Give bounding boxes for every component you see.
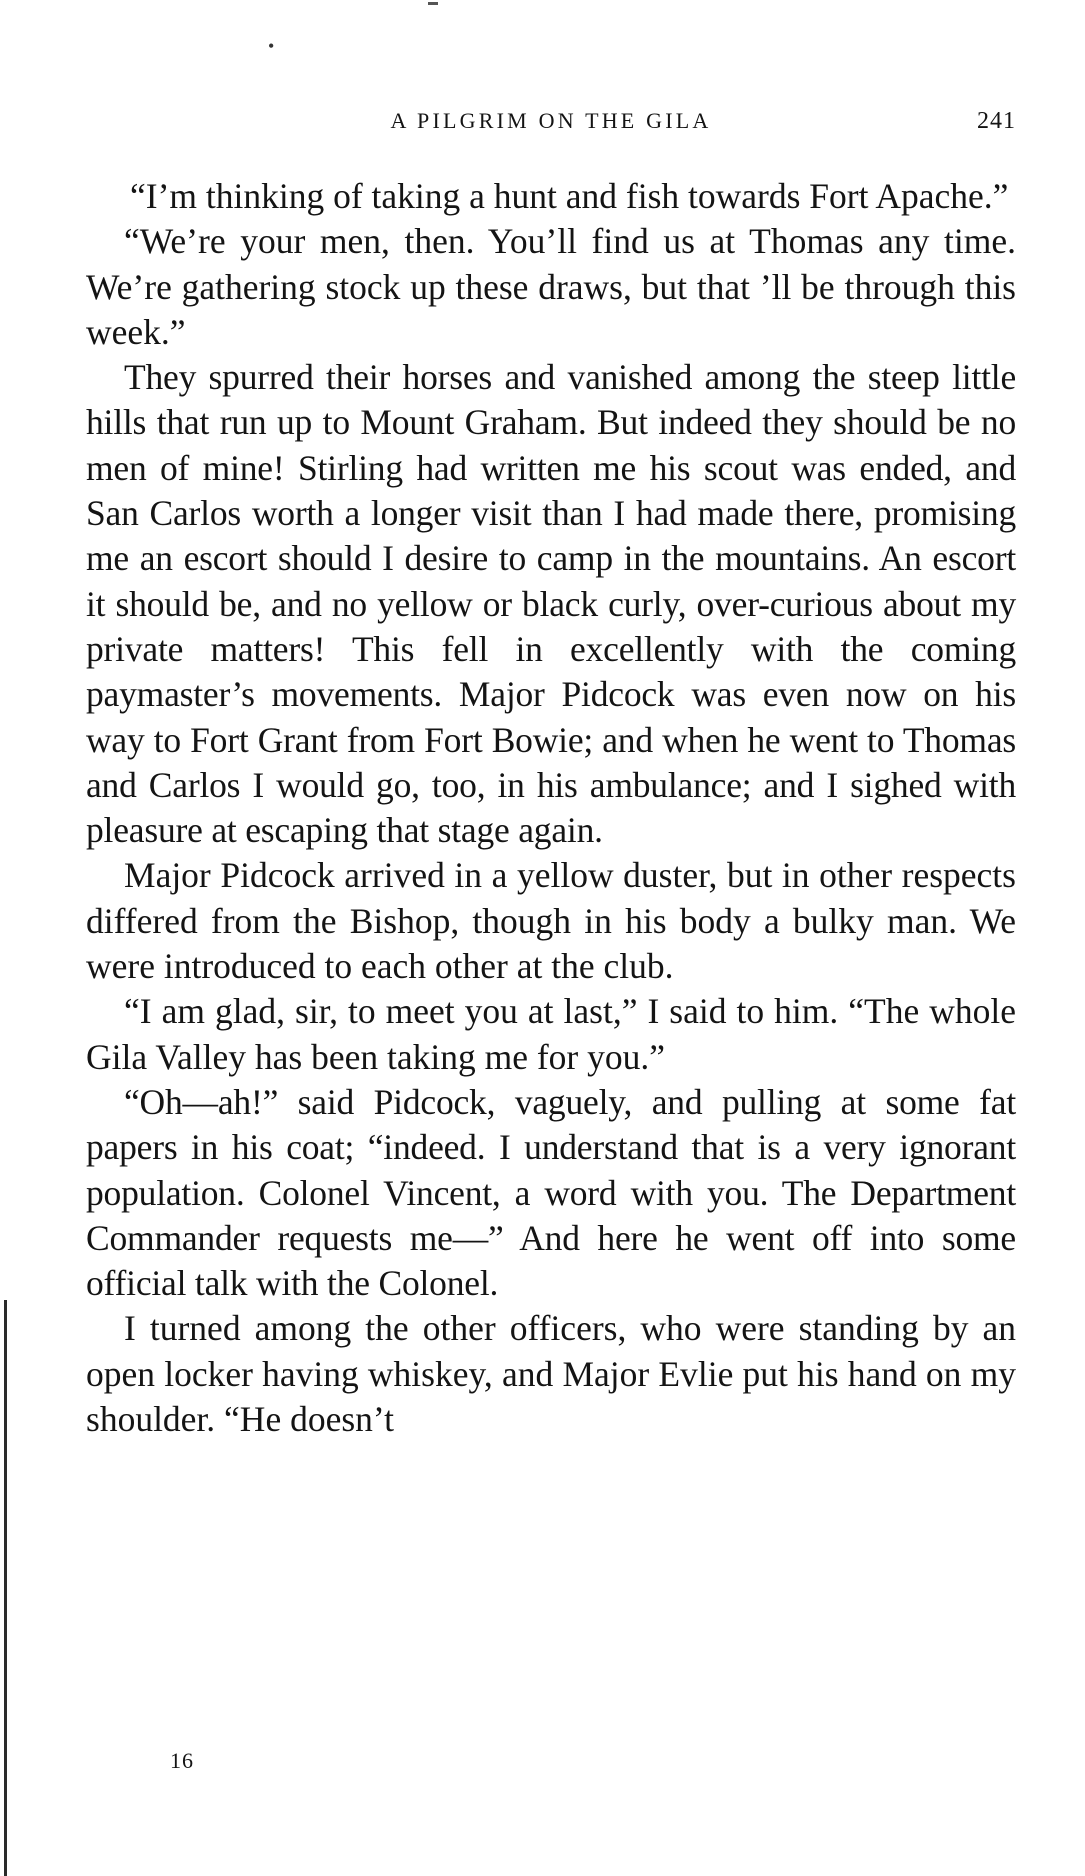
running-title: A PILGRIM ON THE GILA bbox=[390, 108, 712, 133]
paragraph-6: “Oh—ah!” said Pidcock, vaguely, and pulling at some fat papers in his coat; “indeed. I understand that is a very ignorant population. Colonel Vincent, a word with you. The Department Commander requests me—” And here he went off into some official talk with the Colonel. bbox=[86, 1081, 1016, 1304]
paragraph-7: I turned among the other officers, who were standing by an open locker having whiskey, and Major Evlie put his hand on my shoulder. “He doesn’t bbox=[86, 1308, 1016, 1440]
ink-speck: • bbox=[268, 36, 275, 56]
print-mark bbox=[428, 2, 438, 5]
paragraph-2: “We’re your men, then. You’ll find us at Thomas any time. We’re gathering stock up these draws, but that ’ll be through this week.” bbox=[86, 221, 1016, 352]
page-header bbox=[86, 104, 1016, 144]
body-text bbox=[86, 174, 1016, 1442]
paragraph-3: They spurred their horses and vanished among the steep little hills that run up to Mount Graham. But indeed they should be no men of mine! Stirling had written me his scout was ended, and San Carlos worth a longer visit than I had made there, promising me an escort should I desire to camp in the mountains. An escort it should be, and no yellow or black curly, over-curious about my private matters! This fell in excellently with the coming paymaster’s movements. Major Pidcock was even now on his way to Fort Grant from Fort Bowie; and when he went to Thomas and Carlos I would go, too, in his ambulance; and I sighed with pleasure at escaping that stage again. bbox=[86, 357, 1016, 851]
signature-mark: 16 bbox=[170, 1748, 194, 1773]
paragraph-1: “I’m thinking of taking a hunt and fish towards Fort Apache.” bbox=[130, 176, 1009, 216]
paragraph-4: Major Pidcock arrived in a yellow duster, but in other respects differed from the Bishop, though in his body a bulky man. We were introduced to each other at the club. bbox=[86, 855, 1016, 987]
page-edge-shadow bbox=[4, 1300, 7, 1876]
paragraph-5: “I am glad, sir, to meet you at last,” I said to him. “The whole Gila Valley has been taking me for you.” bbox=[86, 991, 1016, 1077]
page-number: 241 bbox=[977, 108, 1016, 134]
